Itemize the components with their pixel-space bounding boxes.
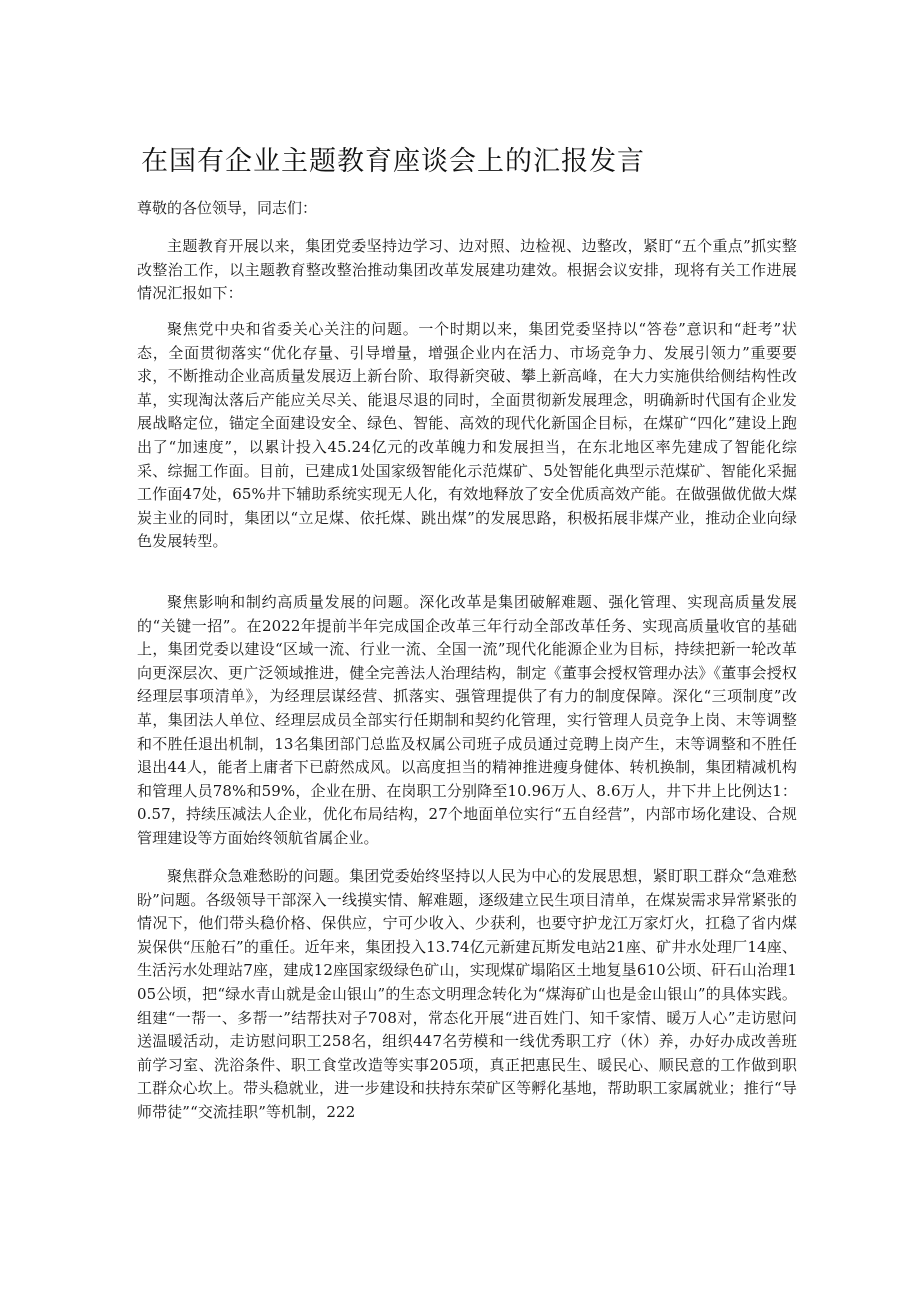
body-paragraph-high-quality-development: 聚焦影响和制约高质量发展的问题。深化改革是集团破解难题、强化管理、实现高质量发展的“关键一招”。在2022年提前半年完成国企改革三年行动全部改革任务、实现高质量收官的基础上，集团党委以建设“区域一流、行业一流、全国一流”现代化能源企业为目标，持续把新一轮改革向更深层次、更广泛领域推进，健全完善法人治理结构，制定《董事会授权管理办法》《董事会授权经理层事项清单》，为经理层谋经营、抓落实、强管理提供了有力的制度保障。深化“三项制度”改革，集团法人单位、经理层成员全部实行任期制和契约化管理，实行管理人员竞争上岗、末等调整和不胜任退出机制，13名集团部门总监及权属公司班子成员通过竞聘上岗产生，末等调整和不胜任退出44人，能者上庸者下已蔚然成风。以高度担当的精神推进瘦身健体、转机换制，集团精减机构和管理人员78%和59%，企业在册、在岗职工分别降至10.96万人、8.6万人，井下井上比例达1：0.57，持续压减法人企业，优化布局结构，27个地面单位实行“五自经营”，内部市场化建设、合规管理建设等方面始终领航省属企业。: [137, 593, 797, 847]
body-paragraph-public-concerns: 聚焦群众急难愁盼的问题。集团党委始终坚持以人民为中心的发展思想，紧盯职工群众“急难愁盼”问题。各级领导干部深入一线摸实情、解难题，逐级建立民生项目清单，在煤炭需求异常紧张的情况下，他们带头稳价格、保供应，宁可少收入、少获利，也要守护龙江万家灯火，扛稳了省内煤炭保供“压舱石”的重任。近年来，集团投入13.74亿元新建瓦斯发电站21座、矿井水处理厂14座、生活污水处理站7座，建成12座国家级绿色矿山，实现煤矿塌陷区土地复垦610公顷、矸石山治理105公顷，把“绿水青山就是金山银山”的生态文明理念转化为“煤海矿山也是金山银山”的具体实践。组建“一帮一、多帮一”结帮扶对子708对，常态化开展“进百姓门、知千家情、暖万人心”走访慰问送温暖活动，走访慰问职工258名，组织447名劳模和一线优秀职工疗（休）养，办好办成改善班前学习室、洗浴条件、职工食堂改造等实事205项，真正把惠民生、暖民心、顺民意的工作做到职工群众心坎上。带头稳就业，进一步建设和扶持东荣矿区等孵化基地，帮助职工家属就业；推行“导师带徒”“交流挂职”等机制，222: [137, 867, 797, 1121]
greeting-line: 尊敬的各位领导，同志们：: [137, 199, 318, 217]
body-paragraph-intro: 主题教育开展以来，集团党委坚持边学习、边对照、边检视、边整改，紧盯“五个重点”抓实整改整治工作，以主题教育整改整治推动集团改革发展建功建效。根据会议安排，现将有关工作进展情况汇报如下：: [137, 237, 797, 303]
body-paragraph-central-concerns: 聚焦党中央和省委关心关注的问题。一个时期以来，集团党委坚持以“答卷”意识和“赶考”状态，全面贯彻落实“优化存量、引导增量，增强企业内在活力、市场竞争力、发展引领力”重要要求，不断推动企业高质量发展迈上新台阶、取得新突破、攀上新高峰，在大力实施供给侧结构性改革，实现淘汰落后产能应关尽关、能退尽退的同时，全面贯彻新发展理念，明确新时代国有企业发展战略定位，锚定全面建设安全、绿色、智能、高效的现代化新国企目标，在煤矿“四化”建设上跑出了“加速度”，以累计投入45.24亿元的改革魄力和发展担当，在东北地区率先建成了智能化综采、综掘工作面。目前，已建成1处国家级智能化示范煤矿、5处智能化典型示范煤矿、智能化采掘工作面47处，65%井下辅助系统实现无人化，有效地释放了安全优质高效产能。在做强做优做大煤炭主业的同时，集团以“立足煤、依托煤、跳出煤”的发展思路，积极拓展非煤产业，推动企业向绿色发展转型。: [137, 320, 797, 551]
document-title: 在国有企业主题教育座谈会上的汇报发言: [141, 146, 645, 177]
